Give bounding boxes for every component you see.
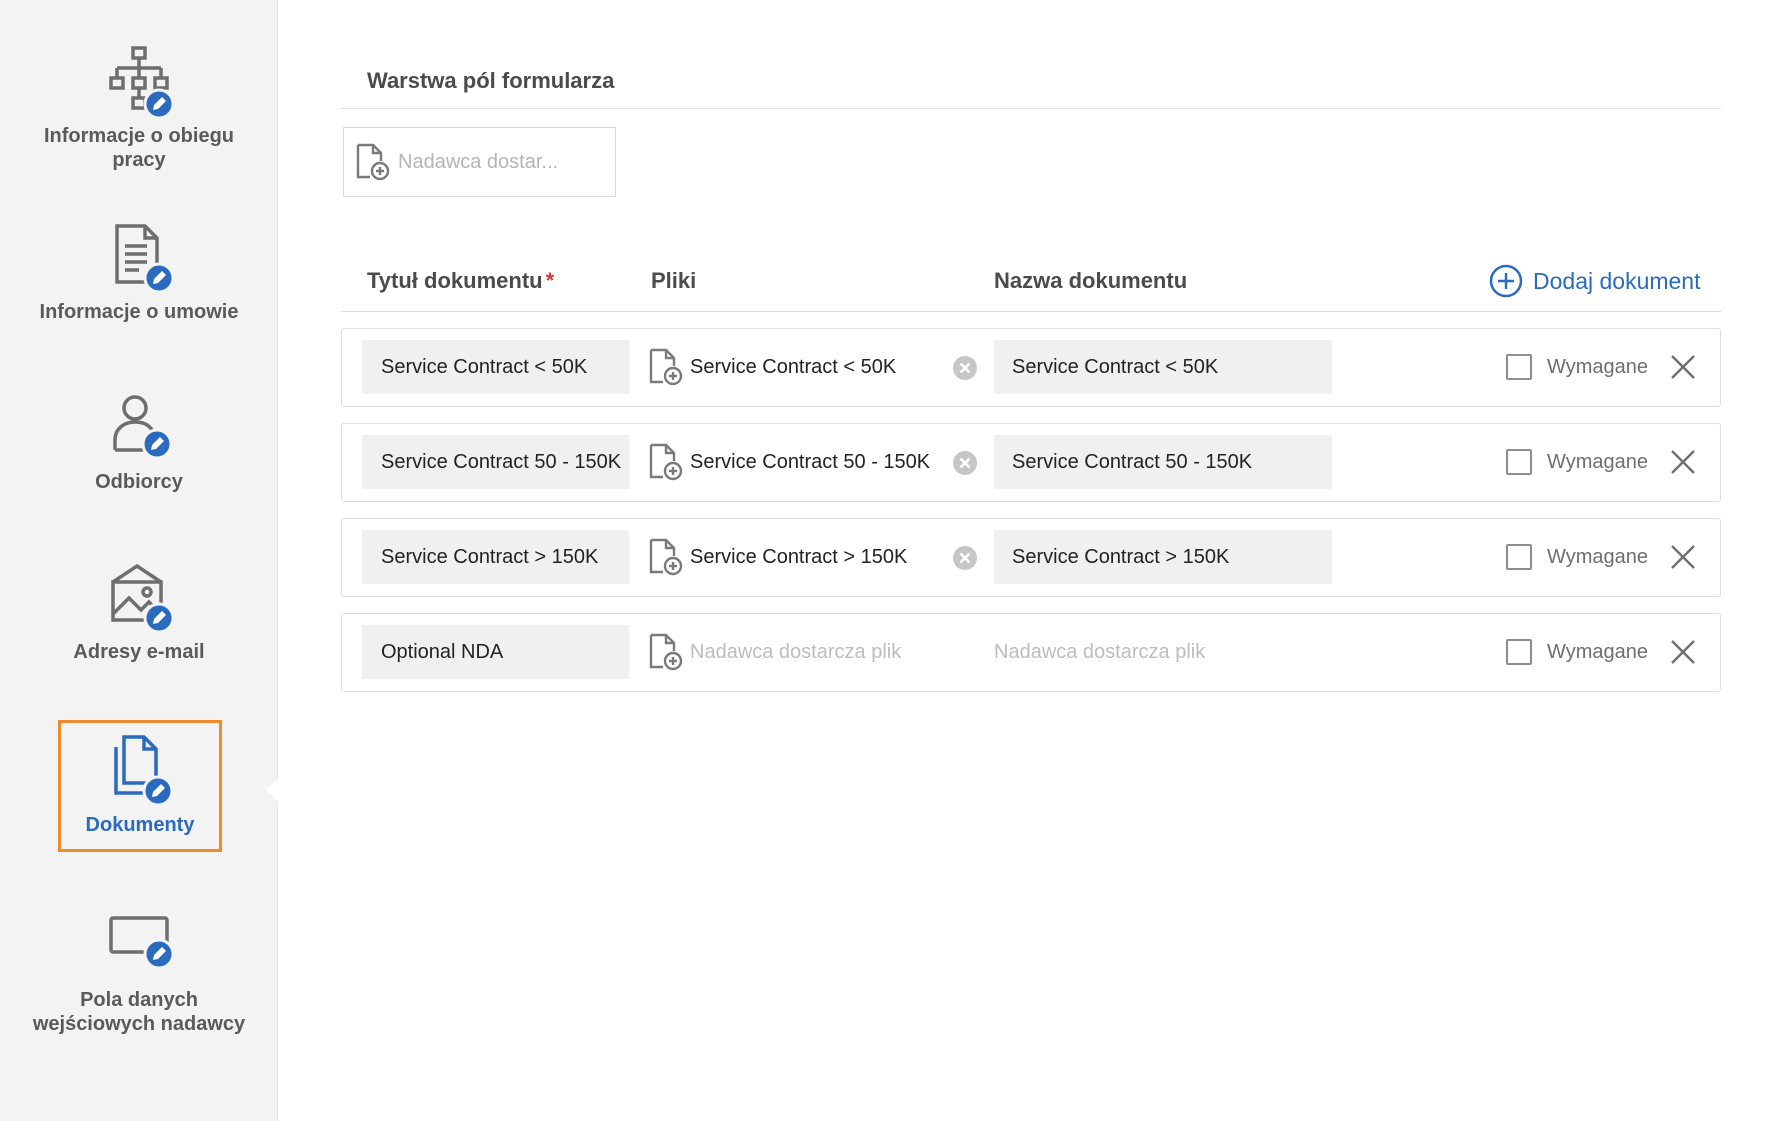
required-star: * bbox=[545, 268, 555, 293]
file-add-icon bbox=[354, 143, 390, 181]
add-document-button[interactable] bbox=[1489, 264, 1701, 298]
sidebar-item-label: Adresy e-mail bbox=[73, 641, 205, 663]
document-title-input[interactable]: Service Contract < 50K bbox=[362, 340, 629, 394]
sidebar-item-label: Odbiorcy bbox=[95, 471, 183, 493]
file-add-icon[interactable] bbox=[647, 348, 683, 386]
required-label: Wymagane bbox=[1547, 356, 1648, 378]
column-header-files: Pliki bbox=[651, 268, 697, 293]
table-row bbox=[341, 518, 1721, 597]
required-label: Wymagane bbox=[1547, 641, 1648, 663]
sidebar-item-recipients[interactable] bbox=[0, 390, 278, 494]
sidebar-item-label: Informacje o umowie bbox=[39, 301, 239, 323]
required-label: Wymagane bbox=[1547, 546, 1648, 568]
file-add-icon[interactable] bbox=[647, 443, 683, 481]
section-title: Warstwa pól formularza bbox=[367, 68, 615, 93]
sidebar-item-sender-input-fields[interactable] bbox=[0, 908, 278, 1036]
email-image-edit-icon bbox=[103, 560, 175, 636]
user-edit-icon bbox=[103, 390, 175, 466]
main-content bbox=[279, 0, 1782, 1121]
document-name-placeholder: Nadawca dostarcza plik bbox=[994, 640, 1206, 663]
column-header-title: Tytuł dokumentu * bbox=[367, 268, 555, 293]
table-row bbox=[341, 328, 1721, 407]
document-title-input[interactable]: Optional NDA bbox=[362, 625, 629, 679]
clear-file-icon[interactable] bbox=[952, 355, 978, 381]
delete-row-icon[interactable] bbox=[1669, 353, 1697, 381]
document-list-edit-icon bbox=[103, 220, 175, 296]
sidebar-item-agreement-info[interactable] bbox=[0, 220, 278, 324]
required-checkbox[interactable] bbox=[1506, 449, 1532, 475]
file-placeholder: Nadawca dostarcza plik bbox=[690, 641, 902, 663]
divider bbox=[341, 108, 1721, 109]
add-document-label: Dodaj dokument bbox=[1533, 267, 1701, 294]
column-header-doc-name: Nazwa dokumentu bbox=[994, 268, 1188, 293]
sidebar-item-documents[interactable] bbox=[58, 720, 222, 852]
required-checkbox[interactable] bbox=[1506, 544, 1532, 570]
plus-circle-icon bbox=[1489, 264, 1523, 298]
sidebar-item-label: Informacje o obiegu pracy bbox=[43, 125, 235, 171]
sidebar-item-workflow-info[interactable] bbox=[0, 44, 278, 172]
file-add-icon[interactable] bbox=[647, 538, 683, 576]
divider bbox=[341, 311, 1721, 312]
document-name-input[interactable]: Service Contract < 50K bbox=[994, 340, 1332, 394]
workflow-edit-icon bbox=[103, 44, 175, 120]
file-name: Service Contract > 150K bbox=[690, 546, 908, 568]
required-checkbox[interactable] bbox=[1506, 639, 1532, 665]
document-name-input[interactable]: Service Contract 50 - 150K bbox=[994, 435, 1332, 489]
required-checkbox[interactable] bbox=[1506, 354, 1532, 380]
file-name: Service Contract 50 - 150K bbox=[690, 451, 931, 473]
delete-row-icon[interactable] bbox=[1669, 638, 1697, 666]
form-layer-placeholder: Nadawca dostar... bbox=[398, 150, 559, 173]
table-row bbox=[341, 613, 1721, 692]
table-row bbox=[341, 423, 1721, 502]
file-name: Service Contract < 50K bbox=[690, 356, 897, 378]
clear-file-icon[interactable] bbox=[952, 450, 978, 476]
input-field-edit-icon bbox=[103, 908, 175, 984]
sidebar-item-label: Pola danych wejściowych nadawcy bbox=[32, 989, 246, 1035]
form-field-layer-input[interactable] bbox=[343, 127, 616, 197]
required-label: Wymagane bbox=[1547, 451, 1648, 473]
document-title-input[interactable]: Service Contract 50 - 150K bbox=[362, 435, 629, 489]
delete-row-icon[interactable] bbox=[1669, 448, 1697, 476]
file-add-icon[interactable] bbox=[647, 633, 683, 671]
document-title-input[interactable]: Service Contract > 150K bbox=[362, 530, 629, 584]
documents-edit-icon bbox=[104, 733, 176, 809]
sidebar-item-label: Dokumenty bbox=[85, 814, 195, 836]
sidebar-item-emails[interactable] bbox=[0, 560, 278, 664]
delete-row-icon[interactable] bbox=[1669, 543, 1697, 571]
document-name-input[interactable]: Service Contract > 150K bbox=[994, 530, 1332, 584]
clear-file-icon[interactable] bbox=[952, 545, 978, 571]
active-pointer bbox=[266, 778, 279, 802]
sidebar bbox=[0, 0, 278, 1121]
